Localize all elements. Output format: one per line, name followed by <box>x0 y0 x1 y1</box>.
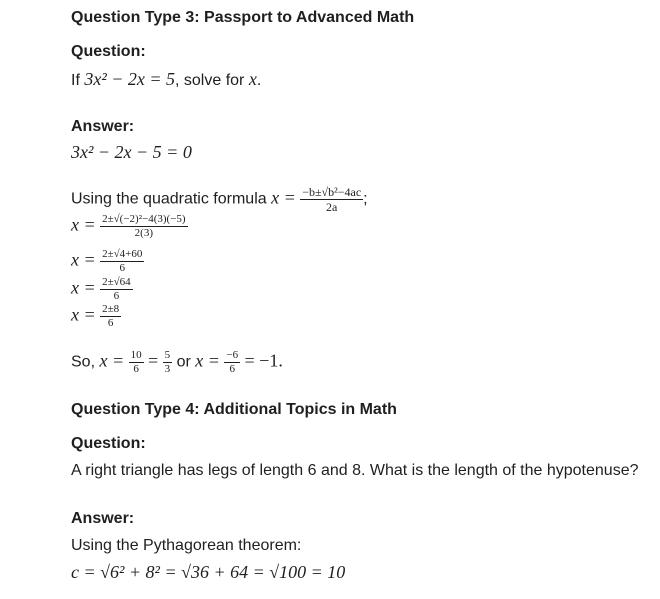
section-4-question-text: A right triangle has legs of length 6 and 8. What is the length of the hypotenuse? <box>71 462 639 479</box>
formula-numerator: −b±√b²−4ac <box>302 185 362 199</box>
step-2-numerator: 2±√4+60 <box>102 248 143 260</box>
formula-denominator: 2a <box>326 200 338 214</box>
step-4-lhs: x = <box>71 304 96 325</box>
conclusion-fraction-3 <box>224 350 240 375</box>
pythagorean-intro: Using the Pythagorean theorem: <box>71 537 302 554</box>
conclusion-result: = −1. <box>244 350 283 371</box>
step-1-denominator: 2(3) <box>134 227 153 239</box>
formula-intro: Using the quadratic formula <box>71 190 267 208</box>
conclusion-prefix: So, <box>71 353 96 371</box>
conclusion-or: or <box>176 353 191 371</box>
pythagorean-equation: c = √6² + 8² = √36 + 64 = √100 = 10 <box>71 562 346 582</box>
fraction-1-numerator: 10 <box>130 349 142 361</box>
fraction-2-denominator: 3 <box>164 363 171 375</box>
step-1-numerator: 2±√(−2)²−4(3)(−5) <box>102 213 186 225</box>
fraction-1-denominator: 6 <box>133 363 139 375</box>
section-4-answer-label: Answer: <box>71 510 135 527</box>
step-1-fraction <box>100 214 187 239</box>
formula-end: ; <box>363 190 368 208</box>
question-end: . <box>256 72 262 89</box>
step-4 <box>71 304 121 329</box>
conclusion-x1-lhs: x = <box>99 350 125 371</box>
step-2-lhs: x = <box>71 249 96 270</box>
fraction-2-numerator: 5 <box>164 349 171 361</box>
conclusion-equals: = <box>148 350 159 371</box>
conclusion-fraction-2 <box>163 350 173 375</box>
section-3-conclusion <box>71 350 283 375</box>
step-4-numerator: 2±8 <box>102 303 120 315</box>
section-4-question-label: Question: <box>71 435 146 452</box>
step-2-denominator: 6 <box>119 262 125 274</box>
quadratic-formula-fraction <box>300 186 363 213</box>
question-mid: , solve for <box>175 72 245 89</box>
step-1-lhs: x = <box>71 214 96 235</box>
section-3-question-text <box>71 69 261 90</box>
section-3-question-label: Question: <box>71 43 146 60</box>
formula-lhs: x = <box>271 187 296 208</box>
quadratic-formula-line <box>71 186 368 213</box>
step-1 <box>71 214 188 239</box>
section-3-answer-label: Answer: <box>71 118 135 135</box>
section-3-heading: Question Type 3: Passport to Advanced Math <box>71 9 415 26</box>
section-4-heading: Question Type 4: Additional Topics in Math <box>71 401 397 418</box>
conclusion-x2-lhs: x = <box>195 350 220 371</box>
step-3 <box>71 277 133 302</box>
step-3-denominator: 6 <box>113 290 120 302</box>
step-3-fraction <box>100 277 133 302</box>
question-variable: x <box>248 69 257 89</box>
step-4-denominator: 6 <box>107 317 114 329</box>
fraction-3-denominator: 6 <box>229 363 235 375</box>
step-2 <box>71 249 144 274</box>
conclusion-fraction-1 <box>129 350 144 375</box>
question-equation: 3x² − 2x = 5 <box>84 69 176 89</box>
step-3-lhs: x = <box>71 277 96 298</box>
step-2-fraction <box>100 249 144 274</box>
math-answers-document <box>71 0 651 599</box>
question-prefix: If <box>71 72 80 89</box>
section-3-equation: 3x² − 2x − 5 = 0 <box>71 142 192 162</box>
step-3-numerator: 2±√64 <box>102 276 131 288</box>
fraction-3-numerator: −6 <box>226 349 239 361</box>
step-4-fraction <box>100 304 121 329</box>
